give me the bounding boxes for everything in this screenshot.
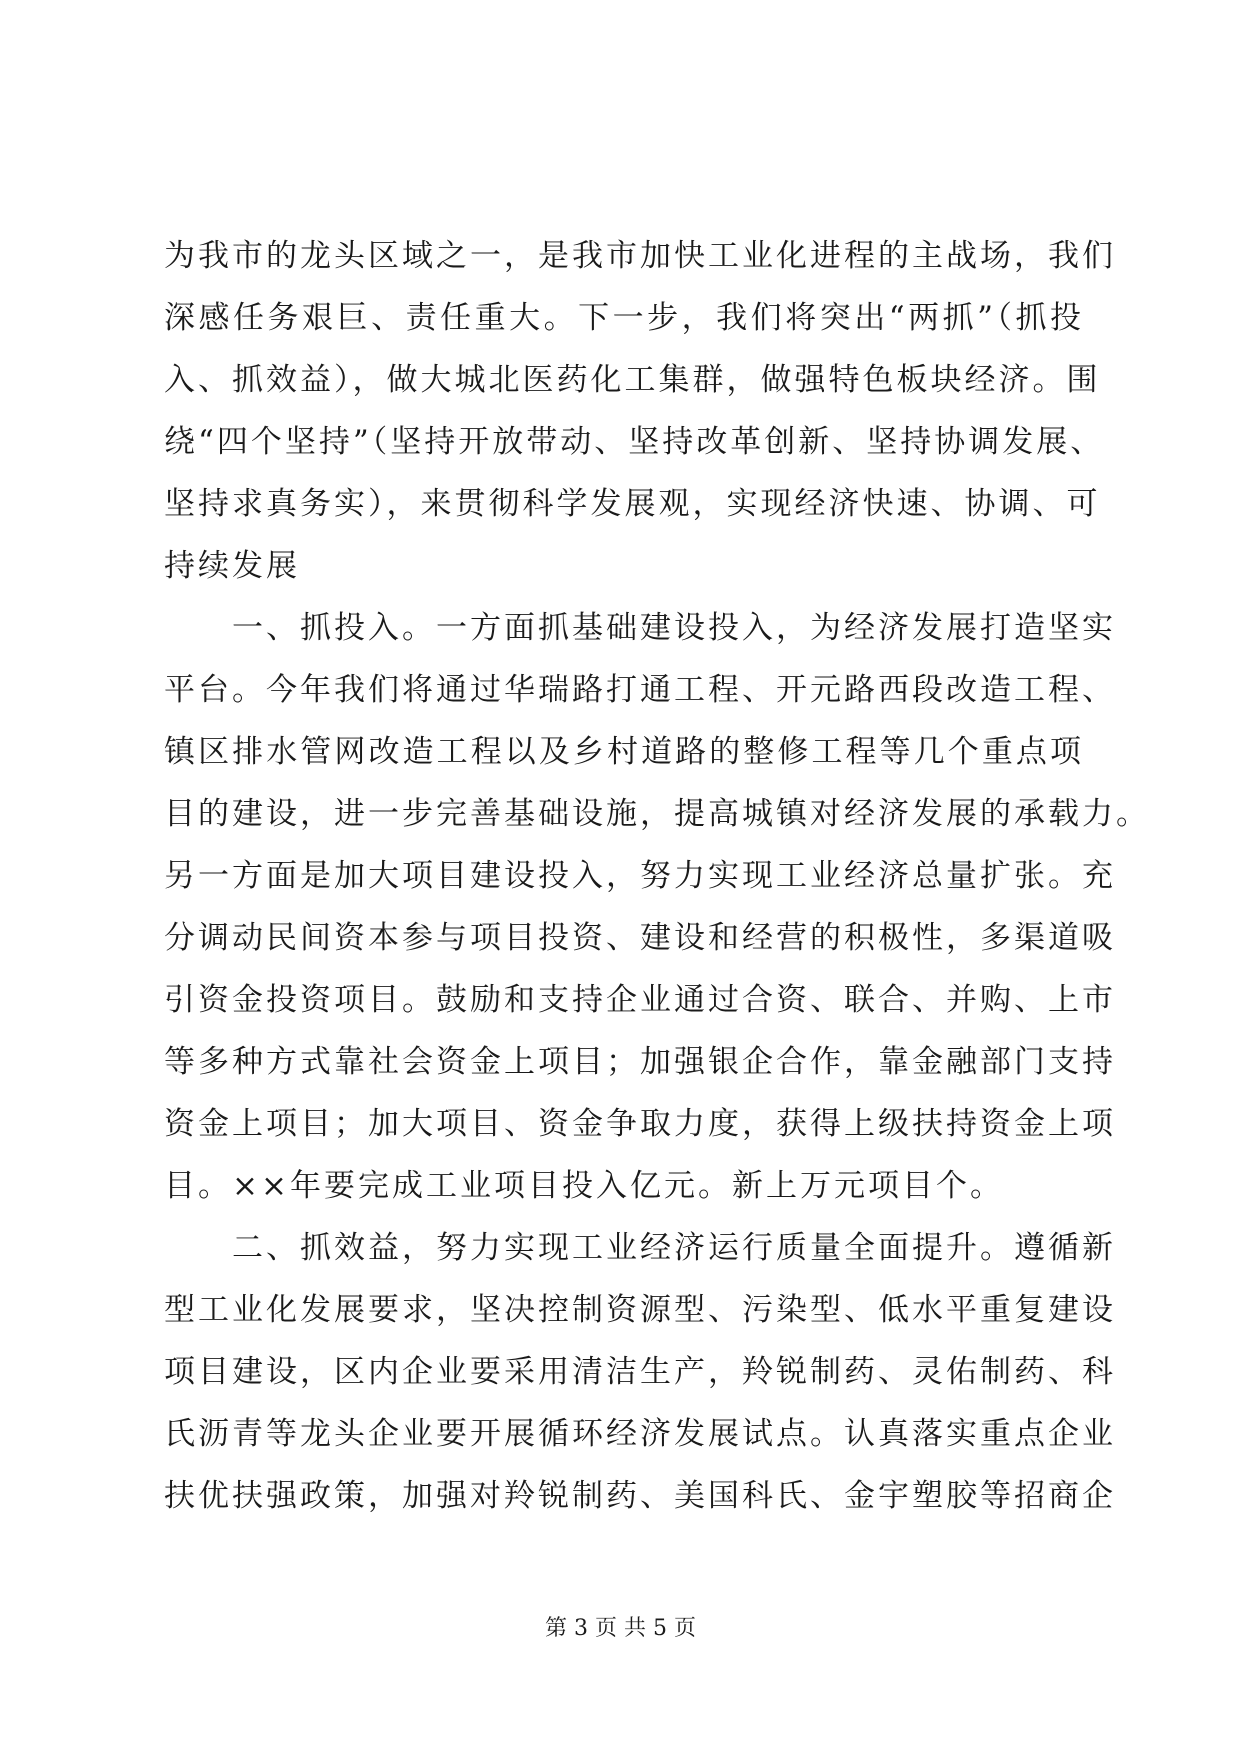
text-line: 镇区排水管网改造工程以及乡村道路的整修工程等几个重点项 (164, 734, 1084, 770)
text-line: 深感任务艰巨、责任重大。下一步，我们将突出“两抓”（抓投 (164, 300, 1084, 336)
text-line: 绕“四个坚持”（坚持开放带动、坚持改革创新、坚持协调发展、 (164, 424, 1105, 460)
text-line: 氏沥青等龙头企业要开展循环经济发展试点。认真落实重点企业 (164, 1416, 1116, 1452)
text-line: 资金上项目；加大项目、资金争取力度，获得上级扶持资金上项 (164, 1106, 1116, 1142)
text-line: 扶优扶强政策，加强对羚锐制药、美国科氏、金宇塑胶等招商企 (164, 1478, 1116, 1514)
text-line: 坚持求真务实），来贯彻科学发展观，实现经济快速、协调、可 (164, 486, 1101, 522)
text-line: 分调动民间资本参与项目投资、建设和经营的积极性，多渠道吸 (164, 920, 1116, 956)
page-footer (0, 1614, 1241, 1644)
text-line: 型工业化发展要求，坚决控制资源型、污染型、低水平重复建设 (164, 1292, 1116, 1328)
text-line: 等多种方式靠社会资金上项目；加强银企合作，靠金融部门支持 (164, 1044, 1116, 1080)
text-line: 引资金投资项目。鼓励和支持企业通过合资、联合、并购、上市 (164, 982, 1116, 1018)
text-line: 目。××年要完成工业项目投入亿元。新上万元项目个。 (164, 1168, 1004, 1204)
text-line: 持续发展 (164, 548, 300, 584)
text-line: 二、抓效益，努力实现工业经济运行质量全面提升。遵循新 (164, 1230, 1116, 1266)
text-line: 目的建设，进一步完善基础设施，提高城镇对经济发展的承载力。 (164, 796, 1150, 832)
text-line: 项目建设，区内企业要采用清洁生产，羚锐制药、灵佑制药、科 (164, 1354, 1116, 1390)
text-line: 一、抓投入。一方面抓基础建设投入，为经济发展打造坚实 (164, 610, 1116, 646)
text-line: 为我市的龙头区域之一，是我市加快工业化进程的主战场，我们 (164, 238, 1116, 274)
text-line: 平台。今年我们将通过华瑞路打通工程、开元路西段改造工程、 (164, 672, 1116, 708)
text-line: 另一方面是加大项目建设投入，努力实现工业经济总量扩张。充 (164, 858, 1116, 894)
body-text (164, 225, 1150, 1527)
page-number-label: 第 3 页 共 5 页 (545, 1616, 696, 1641)
text-line: 入、抓效益），做大城北医药化工集群，做强特色板块经济。围 (164, 362, 1101, 398)
